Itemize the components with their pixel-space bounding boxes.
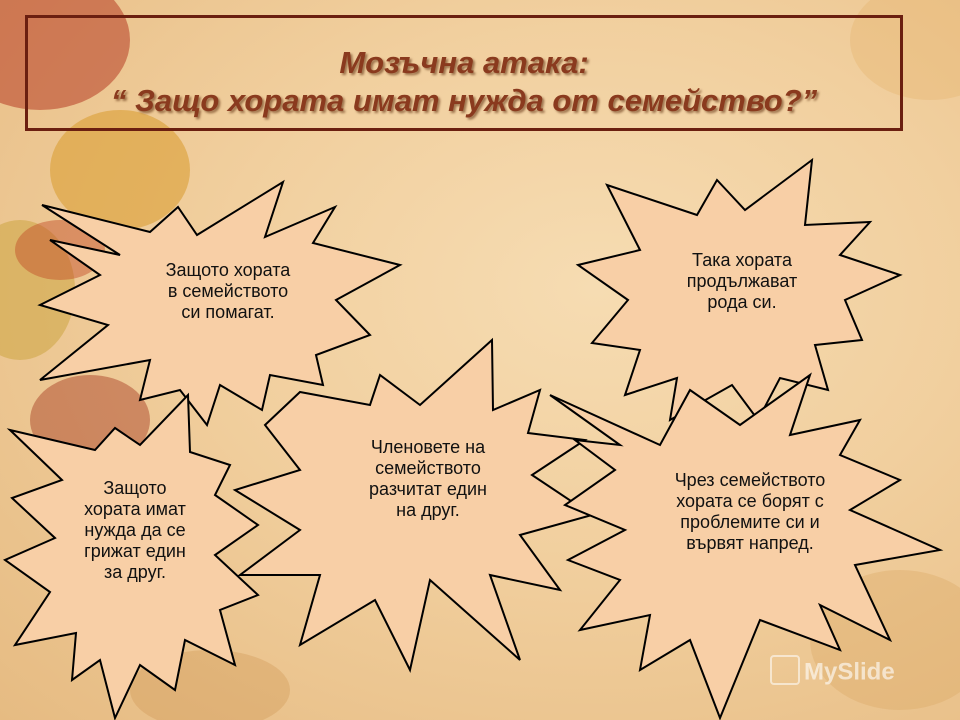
bubble-text-problems: Чрез семейството хората се борят с проблемите си и вървят напред. bbox=[674, 470, 826, 553]
bubble-text-family-line: Така хората продължават рода си. bbox=[686, 250, 798, 312]
myslide-logo bbox=[770, 658, 895, 692]
title-line-2: “ Защо хората имат нужда от семейство?” bbox=[110, 83, 818, 118]
logo-icon bbox=[770, 655, 800, 685]
logo-text: MySlide bbox=[804, 658, 895, 686]
title-line-1: Мозъчна атака: bbox=[339, 45, 589, 80]
bubble-text-rely: Членовете на семейството разчитат един на друг. bbox=[369, 437, 487, 520]
bubble-text-care: Защото хората имат нужда да се грижат един за друг. bbox=[84, 478, 186, 582]
bubble-text-helping: Защото хората в семейството си помагат. bbox=[165, 260, 291, 322]
